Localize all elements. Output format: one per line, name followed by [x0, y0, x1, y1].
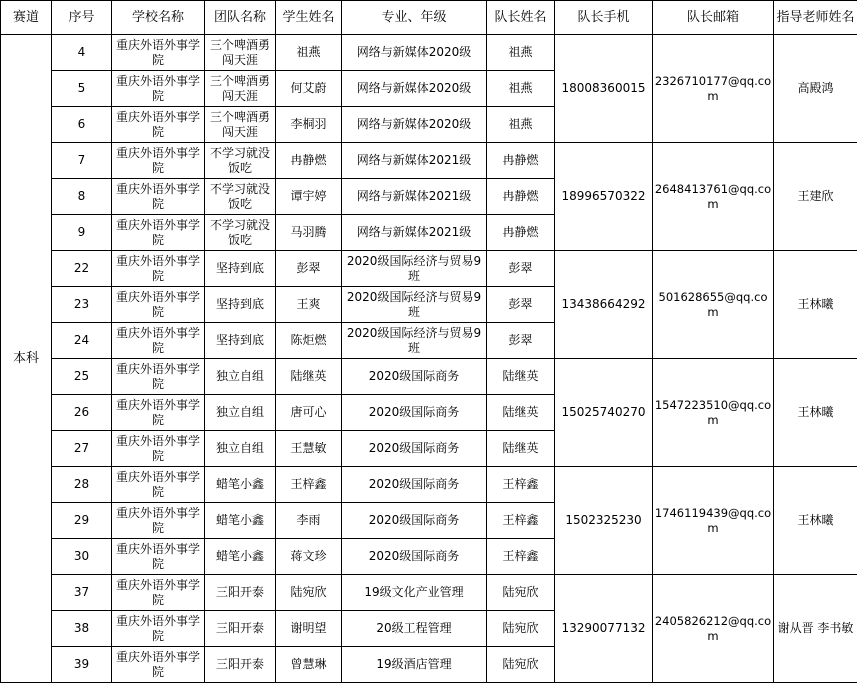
team-cell: 不学习就没饭吃 — [205, 143, 276, 179]
number-cell: 26 — [52, 395, 112, 431]
student-cell: 谢明望 — [276, 611, 342, 647]
teacher-cell: 王林曦 — [774, 467, 857, 575]
student-cell: 李桐羽 — [276, 107, 342, 143]
school-cell: 重庆外语外事学院 — [112, 647, 205, 683]
leader-cell: 冉静燃 — [487, 179, 555, 215]
teacher-cell: 高殿鸿 — [774, 35, 857, 143]
table-row — [1, 575, 857, 611]
number-cell: 23 — [52, 287, 112, 323]
student-cell: 陆继英 — [276, 359, 342, 395]
student-cell: 何艾蔚 — [276, 71, 342, 107]
team-cell: 坚持到底 — [205, 251, 276, 287]
school-cell: 重庆外语外事学院 — [112, 35, 205, 71]
major-cell: 网络与新媒体2020级 — [342, 107, 487, 143]
student-cell: 陆宛欣 — [276, 575, 342, 611]
table-row — [1, 143, 857, 179]
table-row — [1, 359, 857, 395]
team-cell: 坚持到底 — [205, 323, 276, 359]
table-body — [1, 35, 857, 683]
phone-cell: 13290077132 — [555, 575, 653, 683]
number-cell: 39 — [52, 647, 112, 683]
header-team: 团队名称 — [205, 1, 276, 35]
major-cell: 2020级国际商务 — [342, 359, 487, 395]
leader-cell: 祖燕 — [487, 71, 555, 107]
number-cell: 7 — [52, 143, 112, 179]
leader-cell: 彭翠 — [487, 323, 555, 359]
school-cell: 重庆外语外事学院 — [112, 359, 205, 395]
header-track: 赛道 — [1, 1, 52, 35]
leader-cell: 王梓鑫 — [487, 467, 555, 503]
school-cell: 重庆外语外事学院 — [112, 143, 205, 179]
student-cell: 曾慧琳 — [276, 647, 342, 683]
number-cell: 6 — [52, 107, 112, 143]
leader-cell: 彭翠 — [487, 287, 555, 323]
number-cell: 4 — [52, 35, 112, 71]
team-cell: 坚持到底 — [205, 287, 276, 323]
team-cell: 三阳开泰 — [205, 647, 276, 683]
number-cell: 37 — [52, 575, 112, 611]
student-cell: 谭宇婷 — [276, 179, 342, 215]
teacher-cell: 谢从晋 李书敏 — [774, 575, 857, 683]
team-cell: 蜡笔小鑫 — [205, 503, 276, 539]
email-cell: 2648413761@qq.com — [653, 143, 774, 251]
track-cell: 本科 — [1, 35, 52, 683]
email-cell: 2326710177@qq.com — [653, 35, 774, 143]
leader-cell: 陆宛欣 — [487, 611, 555, 647]
school-cell: 重庆外语外事学院 — [112, 323, 205, 359]
major-cell: 2020级国际经济与贸易9班 — [342, 251, 487, 287]
number-cell: 8 — [52, 179, 112, 215]
phone-cell: 1502325230 — [555, 467, 653, 575]
header-teacher: 指导老师姓名 — [774, 1, 857, 35]
number-cell: 5 — [52, 71, 112, 107]
table-row — [1, 467, 857, 503]
number-cell: 30 — [52, 539, 112, 575]
school-cell: 重庆外语外事学院 — [112, 71, 205, 107]
student-cell: 李雨 — [276, 503, 342, 539]
school-cell: 重庆外语外事学院 — [112, 395, 205, 431]
team-cell: 独立自组 — [205, 395, 276, 431]
student-cell: 王爽 — [276, 287, 342, 323]
header-student: 学生姓名 — [276, 1, 342, 35]
major-cell: 网络与新媒体2020级 — [342, 71, 487, 107]
header-leader: 队长姓名 — [487, 1, 555, 35]
team-cell: 三个啤酒勇闯天涯 — [205, 71, 276, 107]
phone-cell: 18008360015 — [555, 35, 653, 143]
leader-cell: 陆继英 — [487, 359, 555, 395]
teacher-cell: 王林曦 — [774, 359, 857, 467]
student-cell: 王梓鑫 — [276, 467, 342, 503]
student-cell: 王慧敏 — [276, 431, 342, 467]
team-cell: 三个啤酒勇闯天涯 — [205, 35, 276, 71]
phone-cell: 18996570322 — [555, 143, 653, 251]
table-row — [1, 251, 857, 287]
email-cell: 1746119439@qq.com — [653, 467, 774, 575]
email-cell: 2405826212@qq.com — [653, 575, 774, 683]
header-major: 专业、年级 — [342, 1, 487, 35]
leader-cell: 陆宛欣 — [487, 647, 555, 683]
team-cell: 三个啤酒勇闯天涯 — [205, 107, 276, 143]
teacher-cell: 王林曦 — [774, 251, 857, 359]
school-cell: 重庆外语外事学院 — [112, 431, 205, 467]
number-cell: 38 — [52, 611, 112, 647]
team-cell: 独立自组 — [205, 359, 276, 395]
school-cell: 重庆外语外事学院 — [112, 251, 205, 287]
school-cell: 重庆外语外事学院 — [112, 575, 205, 611]
school-cell: 重庆外语外事学院 — [112, 107, 205, 143]
phone-cell: 13438664292 — [555, 251, 653, 359]
header-phone: 队长手机 — [555, 1, 653, 35]
major-cell: 2020级国际商务 — [342, 539, 487, 575]
team-cell: 三阳开泰 — [205, 575, 276, 611]
header-number: 序号 — [52, 1, 112, 35]
team-cell: 不学习就没饭吃 — [205, 215, 276, 251]
school-cell: 重庆外语外事学院 — [112, 467, 205, 503]
number-cell: 25 — [52, 359, 112, 395]
leader-cell: 冉静燃 — [487, 215, 555, 251]
table-row — [1, 35, 857, 71]
student-cell: 冉静燃 — [276, 143, 342, 179]
leader-cell: 陆继英 — [487, 431, 555, 467]
major-cell: 20级工程管理 — [342, 611, 487, 647]
major-cell: 19级酒店管理 — [342, 647, 487, 683]
major-cell: 网络与新媒体2021级 — [342, 215, 487, 251]
school-cell: 重庆外语外事学院 — [112, 539, 205, 575]
number-cell: 24 — [52, 323, 112, 359]
leader-cell: 祖燕 — [487, 35, 555, 71]
school-cell: 重庆外语外事学院 — [112, 611, 205, 647]
teacher-cell: 王建欣 — [774, 143, 857, 251]
header-email: 队长邮箱 — [653, 1, 774, 35]
header-school: 学校名称 — [112, 1, 205, 35]
leader-cell: 彭翠 — [487, 251, 555, 287]
school-cell: 重庆外语外事学院 — [112, 179, 205, 215]
team-cell: 蜡笔小鑫 — [205, 539, 276, 575]
school-cell: 重庆外语外事学院 — [112, 287, 205, 323]
phone-cell: 15025740270 — [555, 359, 653, 467]
major-cell: 2020级国际经济与贸易9班 — [342, 323, 487, 359]
school-cell: 重庆外语外事学院 — [112, 215, 205, 251]
major-cell: 2020级国际商务 — [342, 395, 487, 431]
team-cell: 独立自组 — [205, 431, 276, 467]
major-cell: 2020级国际商务 — [342, 467, 487, 503]
student-cell: 陈炬燃 — [276, 323, 342, 359]
student-cell: 唐可心 — [276, 395, 342, 431]
school-cell: 重庆外语外事学院 — [112, 503, 205, 539]
student-cell: 祖燕 — [276, 35, 342, 71]
student-cell: 蒋文珍 — [276, 539, 342, 575]
student-cell: 马羽腾 — [276, 215, 342, 251]
major-cell: 2020级国际商务 — [342, 503, 487, 539]
major-cell: 19级文化产业管理 — [342, 575, 487, 611]
major-cell: 网络与新媒体2020级 — [342, 35, 487, 71]
team-cell: 蜡笔小鑫 — [205, 467, 276, 503]
email-cell: 501628655@qq.com — [653, 251, 774, 359]
number-cell: 9 — [52, 215, 112, 251]
major-cell: 网络与新媒体2021级 — [342, 179, 487, 215]
leader-cell: 陆继英 — [487, 395, 555, 431]
header-row — [1, 1, 857, 35]
major-cell: 2020级国际经济与贸易9班 — [342, 287, 487, 323]
email-cell: 1547223510@qq.com — [653, 359, 774, 467]
leader-cell: 王梓鑫 — [487, 539, 555, 575]
leader-cell: 祖燕 — [487, 107, 555, 143]
leader-cell: 陆宛欣 — [487, 575, 555, 611]
number-cell: 27 — [52, 431, 112, 467]
number-cell: 28 — [52, 467, 112, 503]
major-cell: 2020级国际商务 — [342, 431, 487, 467]
student-cell: 彭翠 — [276, 251, 342, 287]
team-cell: 三阳开泰 — [205, 611, 276, 647]
leader-cell: 冉静燃 — [487, 143, 555, 179]
team-cell: 不学习就没饭吃 — [205, 179, 276, 215]
number-cell: 29 — [52, 503, 112, 539]
major-cell: 网络与新媒体2021级 — [342, 143, 487, 179]
leader-cell: 王梓鑫 — [487, 503, 555, 539]
number-cell: 22 — [52, 251, 112, 287]
